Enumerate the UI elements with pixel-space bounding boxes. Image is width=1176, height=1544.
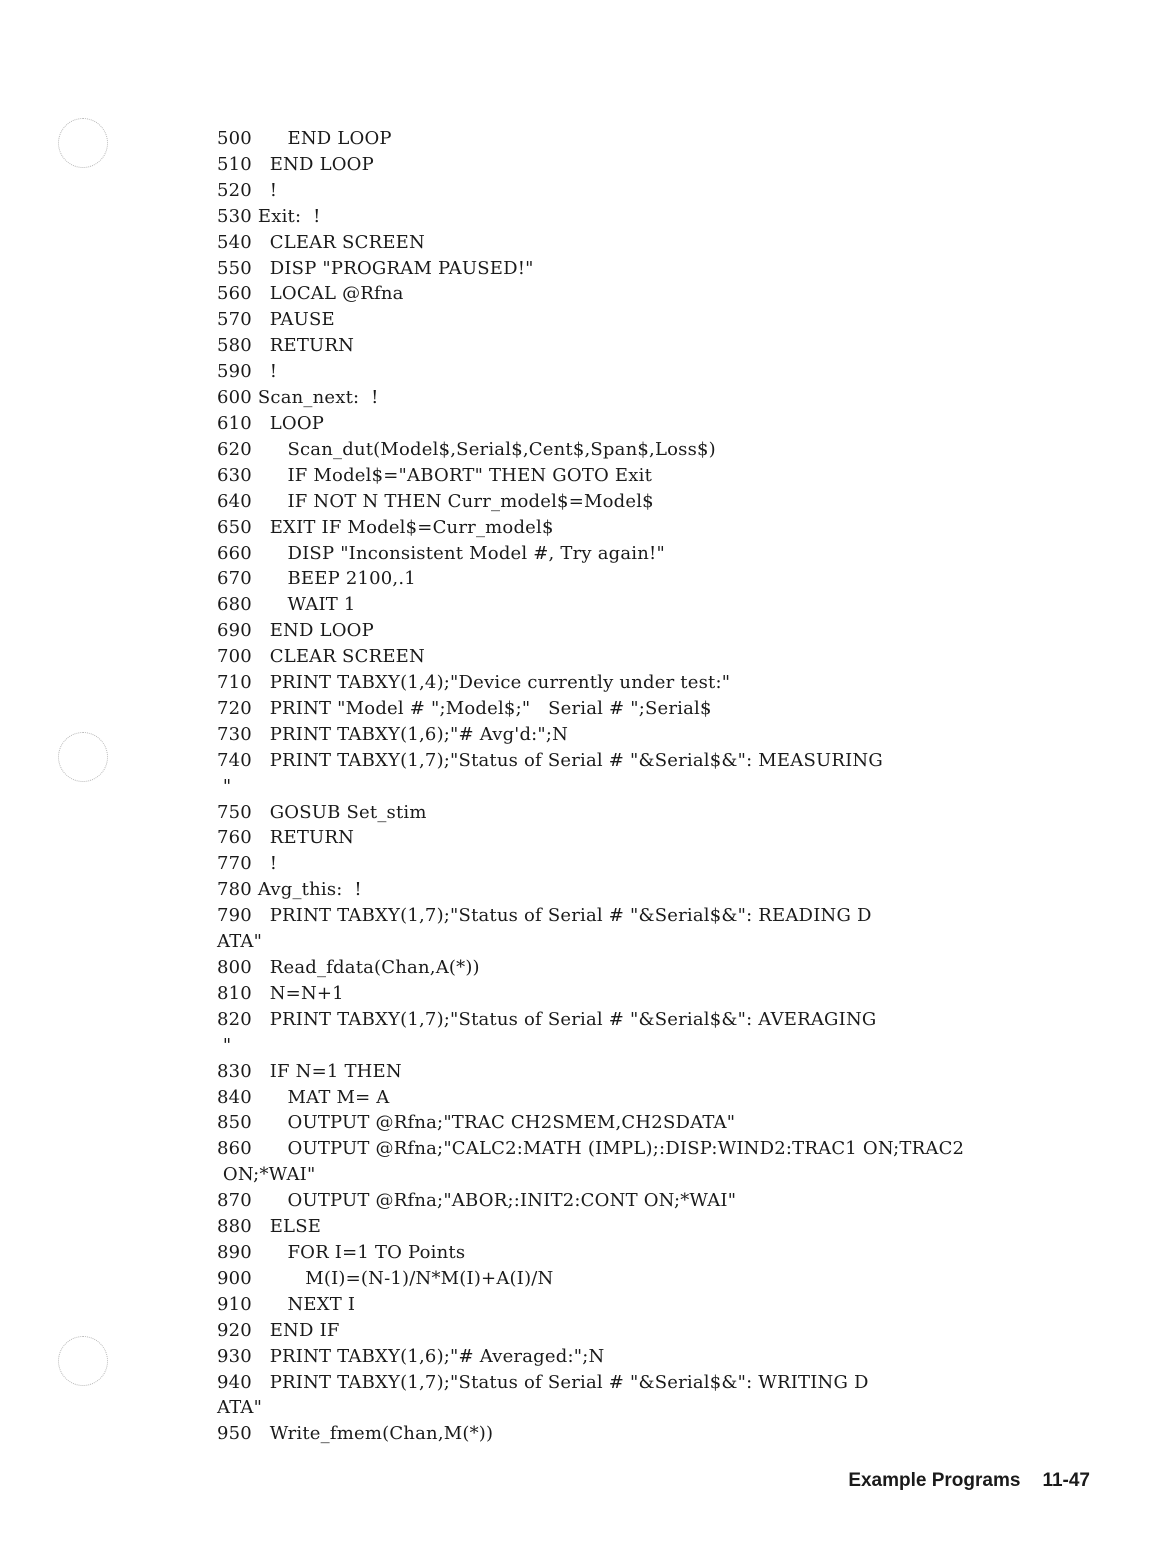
code-line: 500 END LOOP bbox=[217, 128, 392, 149]
code-line: 790 PRINT TABXY(1,7);"Status of Serial # "&Serial$&": READING D bbox=[217, 905, 872, 927]
code-line: 610 LOOP bbox=[217, 412, 325, 434]
code-line: ATA" bbox=[217, 931, 263, 953]
code-line: " bbox=[217, 1034, 232, 1056]
code-line: " bbox=[217, 775, 232, 797]
code-line: 930 PRINT TABXY(1,6);"# Averaged:";N bbox=[217, 1345, 605, 1367]
code-line: 850 OUTPUT @Rfna;"TRAC CH2SMEM,CH2SDATA" bbox=[217, 1112, 736, 1134]
code-line: 660 DISP "Inconsistent Model #, Try again!" bbox=[217, 542, 665, 564]
code-line: 950 Write_fmem(Chan,M(*)) bbox=[217, 1423, 494, 1445]
code-line: 860 OUTPUT @Rfna;"CALC2:MATH (IMPL);:DISP:WIND2:TRAC1 ON;TRAC2 bbox=[217, 1138, 965, 1160]
code-line: ATA" bbox=[217, 1397, 263, 1419]
code-line: 770 ! bbox=[217, 853, 278, 875]
code-line: 670 BEEP 2100,.1 bbox=[217, 568, 416, 590]
code-line: 570 PAUSE bbox=[217, 309, 335, 331]
code-line: 750 GOSUB Set_stim bbox=[217, 801, 427, 823]
code-line: 810 N=N+1 bbox=[217, 982, 344, 1004]
code-line: 780 Avg_this: ! bbox=[217, 879, 362, 901]
page-number: 11-47 bbox=[1042, 1470, 1090, 1491]
code-line: 680 WAIT 1 bbox=[217, 594, 356, 616]
code-line: 640 IF NOT N THEN Curr_model$=Model$ bbox=[217, 490, 654, 512]
code-line: 630 IF Model$="ABORT" THEN GOTO Exit bbox=[217, 464, 652, 486]
code-line: 590 ! bbox=[217, 361, 278, 383]
code-line: 920 END IF bbox=[217, 1319, 340, 1341]
footer-section-title: Example Programs bbox=[848, 1470, 1021, 1491]
code-line: 690 END LOOP bbox=[217, 620, 374, 642]
code-line: 700 CLEAR SCREEN bbox=[217, 646, 425, 668]
code-line: 580 RETURN bbox=[217, 335, 355, 357]
code-line: 650 EXIT IF Model$=Curr_model$ bbox=[217, 516, 554, 538]
punch-hole bbox=[58, 732, 108, 782]
code-line: 510 END LOOP bbox=[217, 153, 374, 175]
code-line: 540 CLEAR SCREEN bbox=[217, 231, 425, 253]
code-line: 550 DISP "PROGRAM PAUSED!" bbox=[217, 257, 534, 279]
code-line: 940 PRINT TABXY(1,7);"Status of Serial # "&Serial$&": WRITING D bbox=[217, 1371, 869, 1393]
code-line: 530 Exit: ! bbox=[217, 205, 321, 227]
code-line: 600 Scan_next: ! bbox=[217, 387, 379, 409]
code-line: 720 PRINT "Model # ";Model$;" Serial # ";Serial$ bbox=[217, 697, 712, 719]
code-line: 820 PRINT TABXY(1,7);"Status of Serial # "&Serial$&": AVERAGING bbox=[217, 1008, 877, 1030]
code-line: 830 IF N=1 THEN bbox=[217, 1060, 402, 1082]
code-line: 890 FOR I=1 TO Points bbox=[217, 1241, 466, 1263]
code-line: 760 RETURN bbox=[217, 827, 355, 849]
code-line: 560 LOCAL @Rfna bbox=[217, 283, 404, 305]
code-line: 900 M(I)=(N-1)/N*M(I)+A(I)/N bbox=[217, 1267, 554, 1289]
code-listing bbox=[217, 126, 1117, 1447]
code-line: 910 NEXT I bbox=[217, 1293, 356, 1315]
code-line: 880 ELSE bbox=[217, 1216, 322, 1238]
page-footer bbox=[848, 1470, 1090, 1492]
code-line: 740 PRINT TABXY(1,7);"Status of Serial # "&Serial$&": MEASURING bbox=[217, 749, 883, 771]
code-line: 870 OUTPUT @Rfna;"ABOR;:INIT2:CONT ON;*WAI" bbox=[217, 1190, 737, 1212]
punch-hole bbox=[58, 118, 108, 168]
code-line: 710 PRINT TABXY(1,4);"Device currently under test:" bbox=[217, 672, 731, 694]
code-line: 730 PRINT TABXY(1,6);"# Avg'd:";N bbox=[217, 723, 569, 745]
code-line: 520 ! bbox=[217, 179, 278, 201]
code-line: ON;*WAI" bbox=[217, 1164, 316, 1186]
code-line: 620 Scan_dut(Model$,Serial$,Cent$,Span$,Loss$) bbox=[217, 438, 716, 460]
code-line: 800 Read_fdata(Chan,A(*)) bbox=[217, 957, 480, 978]
punch-hole bbox=[58, 1336, 108, 1386]
code-line: 840 MAT M= A bbox=[217, 1086, 390, 1108]
